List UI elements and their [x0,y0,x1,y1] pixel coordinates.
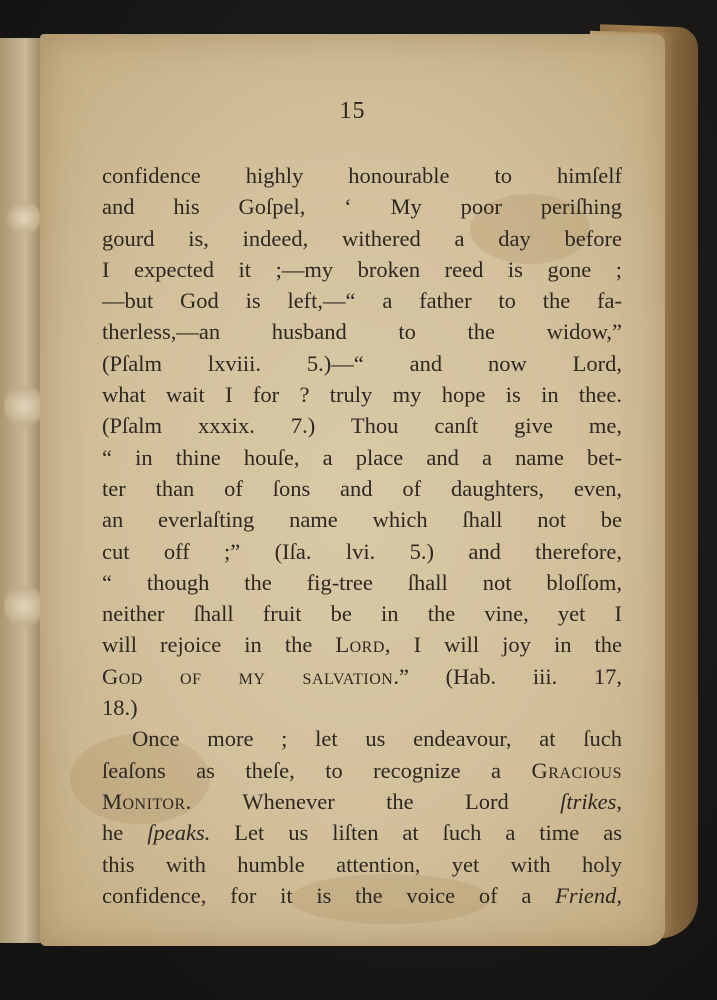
text-segment: Let us liſten at ſuch a time as [210,820,622,846]
italic-text: ſtrikes, [560,788,622,814]
book-page [40,34,665,946]
text-line [102,379,622,410]
text-line [102,786,622,817]
italic-text: ſpeaks. [147,820,211,846]
text-line [102,567,622,598]
text-segment: cut off ;” (Iſa. lvi. 5.) and therefore, [102,538,622,564]
text-segment: confidence, for it is the voice of a [102,882,556,908]
text-line [102,817,622,848]
paper-tear [4,383,44,429]
text-line [102,410,622,441]
text-segment: and his Goſpel, ‘ My poor periſhing [102,194,622,220]
text-segment: an everlaſting name which ſhall not be [102,507,622,533]
paper-tear [4,583,44,629]
text-line [102,254,622,285]
text-segment: ter than of ſons and of daughters, even, [102,475,622,501]
text-line [102,348,622,379]
italic-text: Friend, [555,882,622,908]
text-segment: he [102,820,148,846]
small-caps-text: Lord [335,632,385,658]
text-line [102,723,622,754]
text-segment: (Pſalm xxxix. 7.) Thou canſt give me, [102,413,622,439]
text-line [102,692,622,723]
small-caps-text: Gracious [531,757,622,783]
text-line [102,598,622,629]
text-line [102,880,622,911]
paper-tear [4,203,44,233]
text-segment: therless,—an husband to the widow,” [102,319,622,345]
text-line [102,504,622,535]
text-segment: “ though the fig-tree ſhall not bloſſom, [102,569,622,595]
page-number: 15 [339,98,366,124]
text-line [102,191,622,222]
text-line [102,473,622,504]
text-line [102,629,622,660]
text-line [102,316,622,347]
text-segment: 18.) [102,695,138,721]
text-segment: confidence highly honourable to himſelf [102,163,622,188]
text-line [102,849,622,880]
text-segment: I expected it ;—my broken reed is gone ; [102,256,622,282]
text-segment: what wait I for ? truly my hope is in thee. [102,382,622,408]
text-line [102,285,622,316]
text-segment: , I will joy in the [384,632,622,658]
small-caps-text: Monitor [102,788,186,814]
text-segment: will rejoice in the [102,632,336,658]
text-segment: this with humble attention, yet with holy [102,851,622,877]
body-text [102,160,622,911]
text-line [102,661,622,692]
text-segment: . Whenever the Lord [185,788,561,814]
small-caps-text: God of my salvation [102,663,394,689]
text-line [102,755,622,786]
text-segment: (Pſalm lxviii. 5.)—“ and now Lord, [102,350,622,376]
text-line [102,160,622,191]
text-line [102,223,622,254]
text-segment: .” (Hab. iii. 17, [393,663,622,689]
text-segment: Once more ; let us endeavour, at ſuch [132,726,622,752]
text-line [102,442,622,473]
text-line [102,536,622,567]
text-segment: gourd is, indeed, withered a day before [102,225,622,251]
text-segment: ſeaſons as theſe, to recognize a [102,757,532,783]
text-segment: —but God is left,—“ a father to the fa- [102,288,622,314]
text-segment: “ in thine houſe, a place and a name bet- [102,444,622,470]
text-segment: neither ſhall fruit be in the vine, yet I [102,601,622,627]
